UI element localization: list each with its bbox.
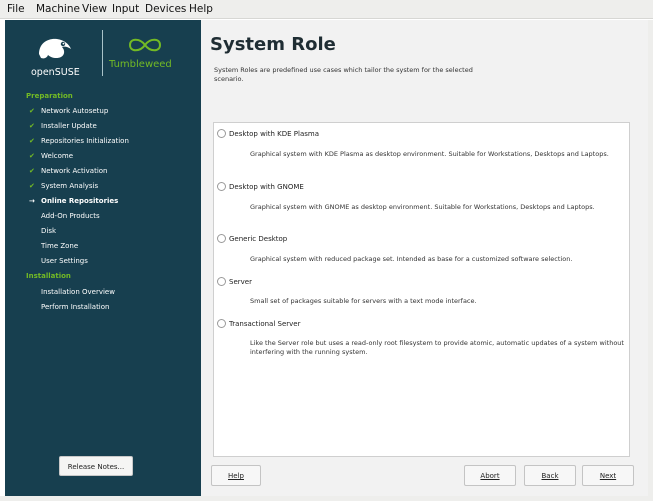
menu-devices[interactable]: Devices	[145, 3, 187, 15]
menubar	[0, 0, 653, 19]
check-icon: ✔	[29, 182, 35, 190]
help-button[interactable]	[211, 465, 261, 486]
role-gnome-radio[interactable]	[217, 182, 226, 191]
step-network-activation: Network Activation	[41, 167, 108, 175]
logo-divider	[102, 30, 103, 76]
step-installation-overview: Installation Overview	[41, 288, 115, 296]
abort-button-label: Abort	[480, 472, 500, 480]
role-kde-description: Graphical system with KDE Plasma as desktop environment. Suitable for Workstations, Desktops and Laptops.	[250, 150, 609, 158]
role-transactional-label[interactable]: Transactional Server	[229, 320, 301, 328]
step-network-autosetup: Network Autosetup	[41, 107, 109, 115]
role-kde-radio[interactable]	[217, 129, 226, 138]
page-title: System Role	[210, 34, 336, 55]
step-repositories-initialization: Repositories Initialization	[41, 137, 129, 145]
section-preparation: Preparation	[26, 92, 73, 100]
section-installation: Installation	[26, 272, 71, 280]
role-server-description: Small set of packages suitable for servers with a text mode interface.	[250, 297, 477, 305]
tumbleweed-logo-text: Tumbleweed	[109, 59, 172, 70]
role-server-radio[interactable]	[217, 277, 226, 286]
check-icon: ✔	[29, 122, 35, 130]
abort-button[interactable]	[464, 465, 516, 486]
step-perform-installation: Perform Installation	[41, 303, 110, 311]
next-button[interactable]	[582, 465, 634, 486]
back-button-label: Back	[541, 472, 559, 480]
role-kde-label[interactable]: Desktop with KDE Plasma	[229, 130, 320, 138]
arrow-right-icon: →	[29, 197, 35, 205]
menu-help[interactable]: Help	[189, 3, 213, 15]
role-transactional-radio[interactable]	[217, 319, 226, 328]
step-add-on-products: Add-On Products	[41, 212, 100, 220]
step-online-repositories: Online Repositories	[41, 197, 119, 205]
step-installer-update: Installer Update	[41, 122, 97, 130]
check-icon: ✔	[29, 137, 35, 145]
step-welcome: Welcome	[41, 152, 74, 160]
page-description: System Roles are predefined use cases which tailor the system for the selected scenario.	[214, 66, 473, 83]
role-generic-radio[interactable]	[217, 234, 226, 243]
role-server-label[interactable]: Server	[229, 278, 252, 286]
main-content	[201, 20, 648, 496]
back-button[interactable]	[524, 465, 576, 486]
role-gnome-label[interactable]: Desktop with GNOME	[229, 183, 304, 191]
opensuse-logo-icon	[35, 34, 75, 64]
check-icon: ✔	[29, 167, 35, 175]
role-gnome-description: Graphical system with GNOME as desktop environment. Suitable for Workstations, Desktops and Laptops.	[250, 203, 595, 211]
step-system-analysis: System Analysis	[41, 182, 99, 190]
role-transactional-description: Like the Server role but uses a read-only root filesystem to provide atomic, automatic updates of a system without interfering with the running system.	[250, 339, 624, 356]
sidebar	[5, 20, 201, 496]
step-time-zone: Time Zone	[41, 242, 79, 250]
role-generic-description: Graphical system with reduced package set. Intended as base for a customized software selection.	[250, 255, 573, 263]
step-user-settings: User Settings	[41, 257, 88, 265]
menu-input[interactable]: Input	[112, 3, 140, 15]
tumbleweed-logo-icon	[125, 35, 165, 55]
check-icon: ✔	[29, 152, 35, 160]
menu-file[interactable]: File	[7, 3, 25, 15]
role-generic-label[interactable]: Generic Desktop	[229, 235, 288, 243]
check-icon: ✔	[29, 107, 35, 115]
menu-machine[interactable]: Machine	[36, 3, 80, 15]
opensuse-logo-text: openSUSE	[31, 67, 80, 78]
next-button-label: Next	[599, 472, 617, 480]
help-button-label: Help	[228, 472, 244, 480]
window-frame-right	[648, 20, 653, 501]
release-notes-button[interactable]: Release Notes...	[59, 456, 133, 476]
menu-view[interactable]: View	[82, 3, 107, 15]
step-disk: Disk	[41, 227, 57, 235]
system-role-list	[213, 122, 630, 457]
window-frame-bottom	[0, 496, 653, 501]
